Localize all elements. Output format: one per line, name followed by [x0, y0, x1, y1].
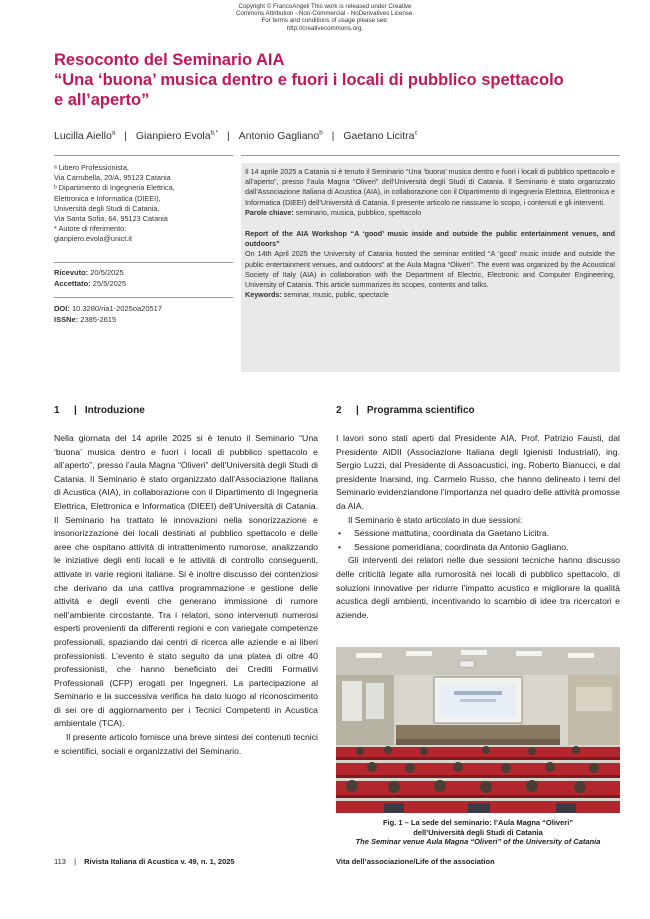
author-separator: |: [226, 130, 230, 142]
affiliation-line: Via Santa Sofia, 64, 95123 Catania: [54, 214, 168, 224]
paragraph: Nella giornata del 14 aprile 2025 si è tenuto il Seminario “Una ‘buona’ musica dentro e fuori i locali di pubblico spettacolo e all’aperto”, presso l’aula Magna “Oliveri” dell’Università degli Studi di Catania. Il Seminario è stato organizzato dall’Associazione Italiana di Acustica (AIA), in collaborazione con il Dipartimento di Ingegneria Elettrica, Elettronica e Informatica (DIEEI) dell’Università di Catania. Il Seminario ha trattato le innovazioni nella sonorizzazione e insonorizzazione dei locali destinati al pubblico spettacolo e delle aree che ospitano attività di intrattenimento rumorose, analizzando le iniziative degli enti locali e le attività di controllo conseguenti, attivate in varie regioni italiane. Si è inoltre discusso dei contenziosi che derivano da una cattiva programmazione e gestione delle attività e degli eventi che generano immissione di rumore nell’ambiente circostante. Tra i relatori, sono intervenuti numerosi esperti provenienti da differenti regioni e con variegate competenze professionali, spaziando dai centri di ricerca alle aziende e ai liberi professionisti. L’evento è stato seguito da una platea di oltre 40 professionisti, che hanno beneficiato dei Crediti Formativi Professionali (CFP) erogati per Ingegneri. La partecipazione al Seminario e la successiva verifica ha dato luogo al riconoscimento di sei ore di aggiornamento per i Tecnici Competenti in Acustica ambientale (TCA).: [54, 433, 318, 729]
abstract-en: On 14th April 2025 the University of Catania hosted the seminar entitled “A ‘good’ music inside and outside the public entertainment venues, and outdoors” at the Aula Magna “Oliveri”. The event was organized by the Acoustical Society of Italy (AIA) in collaboration with the Department of Electric, Electronic and Computer Engineering, University of Catania. This article summarizes its scopes, contents and talks.: [245, 249, 615, 290]
journal-name: Rivista Italiana di Acustica v. 49, n. 1, 2025: [84, 857, 235, 866]
copyright-notice: [200, 3, 450, 32]
copyright-line: For terms and conditions of usage please see:: [261, 17, 389, 25]
abstract-en-title: Report of the AIA Workshop “A ‘good’ music inside and outside the public entertainment venues, and outdoors”: [245, 229, 615, 249]
affiliations: [54, 163, 234, 245]
author-list: [54, 130, 418, 142]
article-identifiers: [54, 303, 162, 325]
keywords-it: Parole chiave: seminario, musica, pubblico, spettacolo: [245, 207, 422, 217]
paragraph: Gli interventi dei relatori nelle due sessioni tecniche hanno discusso delle criticità legate alla rumorosità nei locali di pubblico spettacolo, di soluzioni innovative per ridurre l’impatto acustico e migliorare la qualità acustica degli ambienti, incentivando lo scambio di idee tra ricercatori e aziende.: [336, 555, 620, 620]
section-body-introduzione: [54, 432, 318, 758]
author-name: Gianpiero Evola$^{b,*}$: [135, 130, 218, 142]
article-title: [54, 50, 624, 110]
author-name: Antonio Gagliano$^b$: [238, 130, 323, 142]
author-email[interactable]: gianpiero.evola@unict.it: [54, 234, 132, 244]
affiliation-line: Elettronica e Informatica (DIEEI),: [54, 193, 161, 203]
divider: [54, 155, 233, 156]
caption-line: dell’Università degli Studi di Catania: [413, 827, 543, 837]
article-dates: [54, 267, 126, 289]
affiliation-line: Via Carrubella, 20/A, 95123 Catania: [54, 173, 171, 183]
seminar-photo: [336, 647, 620, 813]
copyright-line: Commons Attribution - Non-Commercial - NoDerivatives License.: [235, 10, 415, 18]
abstract-box: [241, 163, 620, 372]
author-separator: |: [331, 130, 335, 142]
title-line-3: e all’aperto”: [54, 91, 150, 109]
doi[interactable]: DOI: 10.3280/ria1-2025oa20517: [54, 304, 163, 313]
divider: [54, 262, 233, 263]
title-line-2: “Una ‘buona’ musica dentro e fuori i locali di pubblico spettacolo: [54, 71, 564, 89]
received-date: Ricevuto: 20/5/2025: [54, 268, 124, 277]
page-footer-left: [54, 857, 235, 866]
accepted-date: Accettato: 25/5/2025: [54, 279, 127, 288]
list-item: • Sessione mattutina, coordinata da Gaetano Licitra.: [350, 527, 620, 541]
issn: ISSNe: 2385-2615: [54, 315, 117, 324]
author-name: Lucilla Aiello$^a$: [54, 130, 116, 142]
section-heading-programma: 2 | Programma scientifico: [336, 405, 475, 416]
copyright-link[interactable]: http://creativecommons.org.: [286, 24, 364, 32]
author-separator: |: [124, 130, 127, 142]
paragraph: Il Seminario è stato articolato in due sessioni:: [348, 514, 523, 525]
journal-section: Vita dell’associazione/Life of the association: [336, 857, 495, 866]
author-name: Gaetano Licitra$^c$: [343, 130, 418, 142]
paragraph: I lavori sono stati aperti dal Presidente AIA, Prof. Patrizio Fausti, dal Presidente AIDII (Associazione Italiana degli Igienisti Industriali), ing. Sergio Luzzi, dal Presidente di Assoacustici, ing. Roberto Bianucci, e dal presidente Inarsind, ing. Carmelo Russo, che hanno delineato i temi del Seminario evidenziandone l’importanza nel quadro delle attività promosse da AIA.: [336, 433, 620, 511]
footer-separator: |: [74, 857, 77, 866]
affiliation-line: ᵃ Libero Professionista,: [54, 163, 129, 172]
paragraph: Il presente articolo fornisce una breve sintesi dei contenuti tecnici e scientifici, sociali e organizzativi del Seminario.: [54, 732, 318, 756]
page-footer-right: [336, 857, 495, 866]
abstract-it: Il 14 aprile 2025 a Catania si è tenuto il Seminario “Una ‘buona’ musica dentro e fuori i locali di pubblico spettacolo e all’aperto”, presso l’aula Magna “Oliveri” dell’Università degli Studi di Catania. Il Seminario è stato organizzato dall’Associazione Italiana di Acustica (AIA), in collaborazione con il Dipartimento di Ingegneria Elettrica, Elettronica e Informatica (DIEEI) dell’Università di Catania. Il presente articolo ne riassume lo scopo, i contenuti e gli interventi.: [245, 167, 615, 207]
affiliation-line: ᵇ Dipartimento di Ingegneria Elettrica,: [54, 183, 175, 193]
divider: [241, 155, 620, 156]
session-list: [336, 527, 620, 554]
caption-line: Fig. 1 – La sede del seminario: l’Aula Magna “Oliveri”: [382, 818, 574, 827]
section-body-programma: [336, 432, 620, 622]
keywords-en: Keywords: seminar, music, public, spectacle: [245, 290, 389, 300]
affiliation-line: Università degli Studi di Catania,: [54, 203, 160, 213]
section-heading-introduzione: 1 | Introduzione: [54, 405, 145, 416]
list-item: • Sessione pomeridiana, coordinata da Antonio Gagliano.: [350, 541, 620, 555]
affiliation-line: * Autore di riferimento:: [54, 224, 127, 234]
figure-caption: [336, 818, 620, 847]
page-number: 113: [54, 857, 66, 866]
caption-english: The Seminar venue Aula Magna “Oliveri” of the University of Catania: [355, 837, 601, 846]
copyright-line: Copyright © FrancoAngeli This work is released under Creative: [238, 3, 412, 10]
divider: [54, 297, 233, 298]
title-line-1: Resoconto del Seminario AIA: [54, 51, 285, 69]
